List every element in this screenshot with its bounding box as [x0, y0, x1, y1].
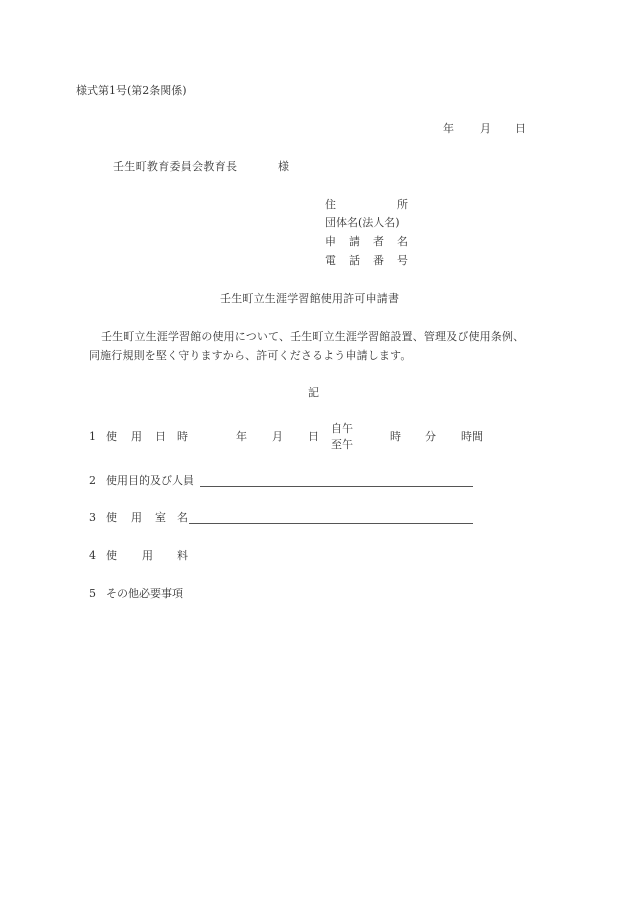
form-number: 様式第1号(第2条関係): [76, 84, 187, 97]
date-year-label: 年: [443, 122, 454, 135]
usage-from-label: 自午: [331, 422, 353, 435]
body-line-1: 壬生町立生涯学習館の使用について、壬生町立生涯学習館設置、管理及び使用条例、: [101, 330, 525, 343]
field-address-char: 所: [397, 198, 408, 211]
field-phone-char: 号: [397, 254, 408, 267]
item-label-char: 使: [106, 430, 117, 443]
date-month-label: 月: [480, 122, 491, 135]
item-label-char: 日: [155, 430, 166, 443]
item-label-char: 料: [177, 549, 188, 562]
field-applicant-char: 者: [373, 235, 384, 248]
item-number: 4: [89, 549, 96, 562]
item-label-char: 用: [131, 430, 142, 443]
usage-duration-label: 時間: [461, 430, 483, 443]
purpose-fill-line[interactable]: [200, 486, 473, 487]
usage-to-label: 至午: [331, 438, 353, 451]
item-number: 1: [89, 430, 96, 443]
addressee-name: 壬生町教育委員会教育長: [113, 160, 238, 173]
field-applicant-char: 請: [349, 235, 360, 248]
field-organization-label: 団体名(法人名): [325, 216, 400, 229]
usage-day-label: 日: [308, 430, 319, 443]
usage-year-label: 年: [236, 430, 247, 443]
field-applicant-char: 名: [397, 235, 408, 248]
usage-minute-label: 分: [425, 430, 436, 443]
date-day-label: 日: [515, 122, 526, 135]
item-label-char: 使: [106, 511, 117, 524]
item-number: 3: [89, 511, 96, 524]
field-phone-char: 番: [373, 254, 384, 267]
item-label-char: 時: [177, 430, 188, 443]
addressee-honorific: 様: [278, 160, 289, 173]
item-number: 2: [89, 474, 96, 487]
item-label: その他必要事項: [106, 587, 183, 600]
field-address-char: 住: [325, 198, 336, 211]
item-label-char: 使: [106, 549, 117, 562]
room-fill-line[interactable]: [189, 523, 473, 524]
body-line-2: 同施行規則を堅く守りますから、許可くださるよう申請します。: [89, 349, 412, 362]
ki-heading: 記: [308, 386, 319, 399]
usage-hour-label: 時: [390, 430, 401, 443]
item-label: 使用目的及び人員: [106, 474, 194, 487]
field-phone-char: 話: [349, 254, 360, 267]
document-title: 壬生町立生涯学習館使用許可申請書: [220, 292, 400, 305]
field-applicant-char: 申: [325, 235, 336, 248]
usage-month-label: 月: [272, 430, 283, 443]
item-label-char: 室: [155, 511, 166, 524]
item-label-char: 用: [142, 549, 153, 562]
item-label-char: 用: [131, 511, 142, 524]
item-number: 5: [89, 587, 96, 600]
item-label-char: 名: [177, 511, 188, 524]
field-phone-char: 電: [325, 254, 336, 267]
